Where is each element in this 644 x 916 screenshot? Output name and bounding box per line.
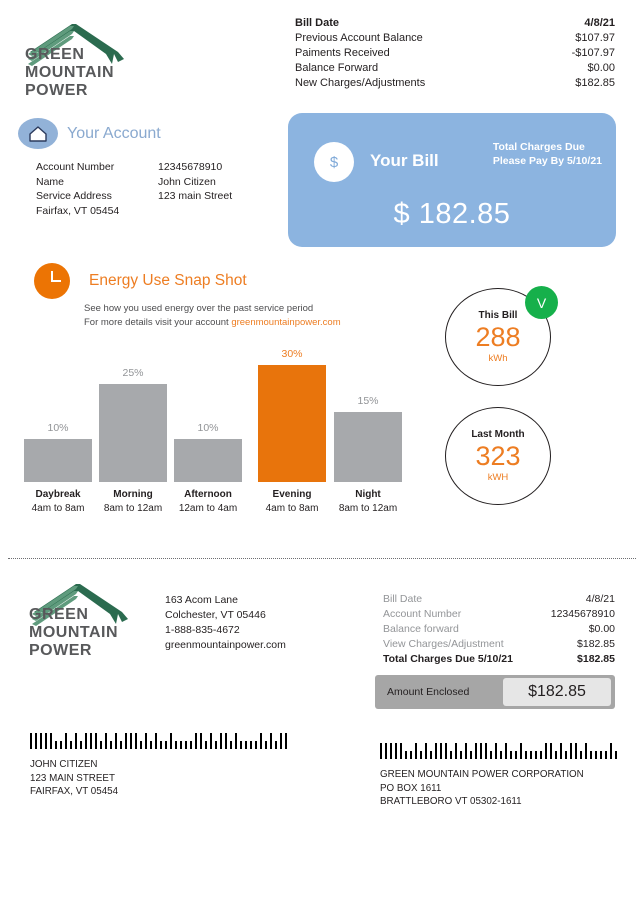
- amount-enclosed-box: [375, 675, 615, 709]
- logo-line-3: POWER: [29, 641, 92, 659]
- bar-rect: [99, 384, 167, 482]
- stub-summary-label: Total Charges Due 5/10/21: [383, 653, 513, 665]
- bill-summary-label: New Charges/Adjustments: [295, 77, 426, 89]
- bar-label-subtitle: 12am to 4am: [178, 502, 238, 514]
- bill-summary-label: Previous Account Balance: [295, 32, 423, 44]
- logo-line-1: GREEN: [25, 46, 85, 63]
- please-pay-by-label: Please Pay By 5/10/21: [492, 155, 602, 167]
- account-number-value: 12345678910: [158, 161, 223, 173]
- stub-summary-label: Balance forward: [383, 623, 459, 635]
- account-name-row: [36, 175, 283, 190]
- company-logo-header: [14, 18, 142, 99]
- total-charges-due-label: Total Charges Due: [492, 141, 585, 153]
- dollar-icon: $: [314, 142, 354, 182]
- usage-circles: [445, 288, 575, 513]
- bill-summary-row: [295, 61, 615, 76]
- account-name-label: Name: [36, 175, 65, 188]
- stub-summary-value: 12345678910: [550, 608, 615, 620]
- bill-summary-label: Paiments Received: [295, 47, 390, 59]
- your-account-title: Your Account: [67, 124, 161, 142]
- bar-value-label: 30%: [281, 348, 303, 360]
- account-number-row: [36, 160, 283, 175]
- service-address-line2: Fairfax, VT 05454: [36, 204, 120, 217]
- mail-line: BRATTLEBORO VT 05302-1611: [380, 796, 522, 807]
- bar-value-label: 10%: [197, 422, 219, 434]
- usage-circle-value: 288: [475, 322, 521, 352]
- mail-line: JOHN CITIZEN: [30, 759, 98, 770]
- stub-summary-value: $0.00: [588, 623, 615, 635]
- stub-summary-row-total: [383, 652, 615, 667]
- bill-summary-label: Bill Date: [295, 17, 340, 29]
- company-address-line: Colchester, VT 05446: [165, 609, 266, 621]
- bill-summary-value: -$107.97: [571, 47, 615, 59]
- energy-usage-bar-chart: [18, 348, 408, 517]
- energy-sub-prefix: For more details visit your account: [84, 316, 232, 328]
- bar-label-daybreak: [15, 488, 101, 515]
- bar-label-subtitle: 8am to 12am: [103, 502, 163, 514]
- company-address-line: 163 Acom Lane: [165, 594, 238, 606]
- company-logo-stub: [18, 578, 146, 659]
- bill-summary-row: [295, 16, 615, 31]
- usage-circle-caption: This Bill: [478, 310, 518, 321]
- mail-line: PO BOX 1611: [380, 782, 442, 794]
- bill-summary-value: 4/8/21: [584, 17, 615, 29]
- bill-summary-value: $182.85: [575, 77, 615, 89]
- perforation-divider: [8, 558, 636, 559]
- customer-mailing-block: [30, 733, 288, 799]
- bill-summary-row: [295, 46, 615, 61]
- bar-rect: [24, 439, 92, 482]
- amount-enclosed-value[interactable]: $182.85: [503, 678, 611, 706]
- energy-snapshot-title: Energy Use Snap Shot: [89, 272, 247, 289]
- chart-category-labels: [18, 488, 408, 518]
- stub-summary-label: Account Number: [383, 608, 462, 620]
- amount-enclosed-label: Amount Enclosed: [387, 686, 470, 698]
- service-address-row: [36, 189, 283, 204]
- bar-value-label: 10%: [47, 422, 69, 434]
- bar-label-afternoon: [165, 488, 251, 515]
- bar-label-subtitle: 4am to 8am: [265, 502, 319, 514]
- mail-line: FAIRFAX, VT 05454: [30, 786, 119, 797]
- bar-label-morning: [90, 488, 176, 515]
- usage-circle-unit: kWH: [487, 472, 509, 483]
- bill-summary-value: $0.00: [587, 62, 615, 74]
- stub-summary-table: [383, 592, 615, 667]
- account-name-value: John Citizen: [158, 175, 216, 188]
- clock-icon: [34, 263, 70, 299]
- bill-summary-label: Balance Forward: [295, 62, 379, 74]
- logo-line-2: MOUNTAIN: [25, 63, 115, 81]
- logo-line-2: MOUNTAIN: [29, 623, 119, 641]
- bar-value-label: 15%: [357, 395, 379, 407]
- usage-circle-unit: kWh: [488, 353, 508, 364]
- stub-summary-value: $182.85: [577, 653, 615, 665]
- company-phone: 1-888-835-4672: [165, 624, 240, 636]
- bill-summary-table: [295, 16, 615, 91]
- bill-summary-row: [295, 31, 615, 46]
- bar-label-title: Night: [355, 489, 381, 500]
- stub-summary-row: [383, 622, 615, 637]
- your-bill-amount: $ 182.85: [393, 198, 511, 230]
- service-address-line1: 123 main Street: [158, 190, 233, 202]
- stub-summary-label: View Charges/Adjustment: [383, 638, 504, 650]
- bar-label-title: Morning: [113, 489, 153, 500]
- usage-circle-last-month: [445, 407, 551, 505]
- energy-sub-line-1: See how you used energy over the past service period: [84, 303, 314, 314]
- house-icon: [18, 118, 58, 149]
- greenmountainpower-link[interactable]: greenmountainpower.com: [231, 316, 341, 328]
- stub-summary-label: Bill Date: [383, 593, 423, 605]
- mail-line: 123 MAIN STREET: [30, 772, 115, 784]
- bill-summary-row: [295, 76, 615, 91]
- stub-summary-value: 4/8/21: [585, 593, 615, 605]
- bar-rect-highlight: [258, 365, 326, 482]
- stub-summary-row: [383, 607, 615, 622]
- service-address-row-2: [36, 204, 283, 219]
- remittance-mailing-block: [380, 743, 620, 809]
- usage-circle-caption: Last Month: [471, 429, 525, 440]
- chart-bars: [18, 348, 408, 482]
- usage-circle-value: 323: [475, 441, 521, 471]
- your-bill-title: Your Bill: [370, 151, 439, 170]
- stub-summary-row: [383, 637, 615, 652]
- bar-rect: [334, 412, 402, 482]
- bar-label-title: Afternoon: [184, 489, 232, 500]
- bar-label-subtitle: 8am to 12am: [338, 502, 398, 514]
- bar-label-subtitle: 4am to 8am: [31, 502, 85, 514]
- bar-label-evening: [249, 488, 335, 515]
- logo-line-3: POWER: [25, 81, 88, 99]
- logo-line-1: GREEN: [29, 606, 89, 623]
- bar-label-night: [325, 488, 411, 515]
- energy-snapshot-header: [34, 263, 394, 299]
- bar-rect: [174, 439, 242, 482]
- bar-label-title: Evening: [272, 489, 312, 500]
- company-address-block: [165, 593, 286, 653]
- service-address-label: Service Address: [36, 190, 112, 202]
- stub-summary-row: [383, 592, 615, 607]
- energy-snapshot-subtitle: [84, 302, 394, 329]
- postnet-barcode-icon: [380, 743, 620, 765]
- bar-value-label: 25%: [122, 367, 144, 379]
- bar-label-title: Daybreak: [35, 489, 81, 500]
- your-bill-due: [493, 140, 602, 168]
- postnet-barcode-icon: [30, 733, 288, 755]
- bill-summary-value: $107.97: [575, 32, 615, 44]
- mail-line: GREEN MOUNTAIN POWER CORPORATION: [380, 769, 584, 780]
- your-account-header: [18, 118, 283, 149]
- your-account-section: [18, 118, 283, 218]
- energy-snapshot-section: [34, 263, 394, 329]
- stub-summary-value: $182.85: [577, 638, 615, 650]
- energy-sub-line-2: [84, 316, 394, 330]
- company-website[interactable]: greenmountainpower.com: [165, 639, 286, 651]
- account-number-label: Account Number: [36, 161, 115, 173]
- your-account-details: [36, 160, 283, 218]
- vermont-green-badge: V: [525, 286, 558, 319]
- your-bill-panel: [288, 113, 616, 247]
